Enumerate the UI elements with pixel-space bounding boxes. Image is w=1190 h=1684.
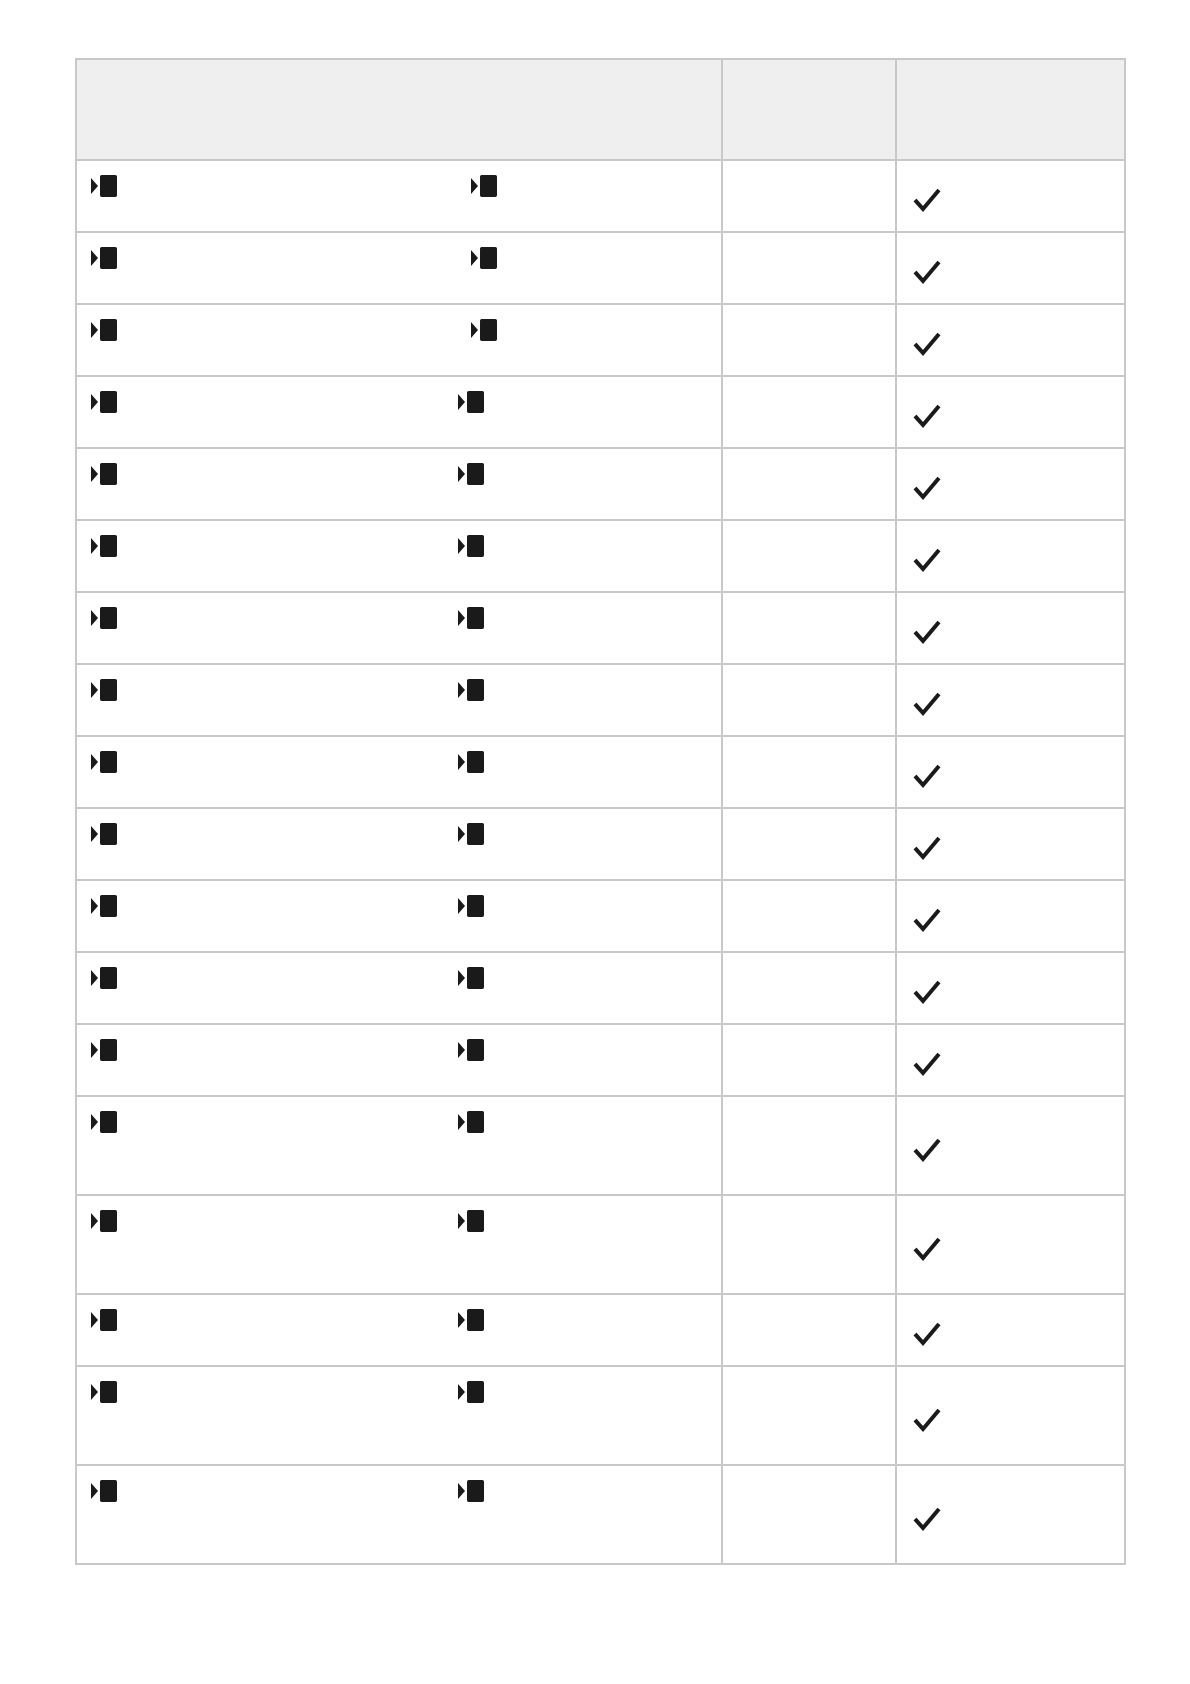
row-check-cell xyxy=(896,1294,1125,1366)
row-label-cell xyxy=(76,736,722,808)
play-square-icon xyxy=(458,1111,484,1133)
table-row xyxy=(76,1294,1125,1366)
row-check-cell xyxy=(896,448,1125,520)
row-label-cell xyxy=(76,1096,722,1195)
table-row xyxy=(76,520,1125,592)
row-value-cell xyxy=(722,1294,896,1366)
row-check-cell xyxy=(896,1195,1125,1294)
row-check-cell xyxy=(896,232,1125,304)
play-square-icon xyxy=(91,1480,117,1502)
row-label-cell xyxy=(76,1195,722,1294)
row-value-cell xyxy=(722,736,896,808)
row-label-cell xyxy=(76,1294,722,1366)
table-row xyxy=(76,160,1125,232)
row-label-cell xyxy=(76,880,722,952)
table-row xyxy=(76,1195,1125,1294)
row-check-cell xyxy=(896,304,1125,376)
play-square-icon xyxy=(458,535,484,557)
row-label-cell xyxy=(76,1366,722,1465)
row-label-cell xyxy=(76,160,722,232)
row-check-cell xyxy=(896,1096,1125,1195)
row-check-cell xyxy=(896,1465,1125,1564)
play-square-icon xyxy=(91,895,117,917)
checkmark-icon xyxy=(913,1051,941,1077)
play-square-icon xyxy=(91,679,117,701)
play-square-icon xyxy=(458,391,484,413)
table-row xyxy=(76,304,1125,376)
checkmark-icon xyxy=(913,1407,941,1433)
checkmark-icon xyxy=(913,907,941,933)
checkmark-icon xyxy=(913,187,941,213)
row-value-cell xyxy=(722,1366,896,1465)
play-square-icon xyxy=(458,751,484,773)
checkmark-icon xyxy=(913,1137,941,1163)
play-square-icon xyxy=(91,823,117,845)
row-value-cell xyxy=(722,520,896,592)
checkmark-icon xyxy=(913,475,941,501)
play-square-icon xyxy=(471,247,497,269)
row-label-cell xyxy=(76,520,722,592)
row-label-cell xyxy=(76,232,722,304)
row-check-cell xyxy=(896,664,1125,736)
row-label-cell xyxy=(76,448,722,520)
header-cell-2 xyxy=(722,59,896,160)
play-square-icon xyxy=(91,319,117,341)
play-square-icon xyxy=(458,1039,484,1061)
row-label-cell xyxy=(76,952,722,1024)
header-cell-1 xyxy=(76,59,722,160)
row-value-cell xyxy=(722,1465,896,1564)
row-label-cell xyxy=(76,304,722,376)
play-square-icon xyxy=(91,535,117,557)
row-value-cell xyxy=(722,664,896,736)
table-row xyxy=(76,592,1125,664)
row-check-cell xyxy=(896,952,1125,1024)
row-check-cell xyxy=(896,592,1125,664)
table-row xyxy=(76,232,1125,304)
checkmark-icon xyxy=(913,1236,941,1262)
row-value-cell xyxy=(722,1195,896,1294)
checkmark-icon xyxy=(913,331,941,357)
checkmark-icon xyxy=(913,403,941,429)
row-check-cell xyxy=(896,736,1125,808)
checkmark-icon xyxy=(913,763,941,789)
row-value-cell xyxy=(722,880,896,952)
play-square-icon xyxy=(471,175,497,197)
row-value-cell xyxy=(722,304,896,376)
play-square-icon xyxy=(458,607,484,629)
row-check-cell xyxy=(896,160,1125,232)
play-square-icon xyxy=(91,247,117,269)
table-row xyxy=(76,808,1125,880)
checkmark-icon xyxy=(913,835,941,861)
play-square-icon xyxy=(91,751,117,773)
play-square-icon xyxy=(458,463,484,485)
play-square-icon xyxy=(471,319,497,341)
row-label-cell xyxy=(76,1024,722,1096)
row-check-cell xyxy=(896,1366,1125,1465)
row-label-cell xyxy=(76,664,722,736)
play-square-icon xyxy=(91,1210,117,1232)
checkmark-icon xyxy=(913,691,941,717)
row-value-cell xyxy=(722,376,896,448)
row-check-cell xyxy=(896,880,1125,952)
checkmark-icon xyxy=(913,619,941,645)
table-row xyxy=(76,448,1125,520)
play-square-icon xyxy=(458,967,484,989)
row-check-cell xyxy=(896,808,1125,880)
play-square-icon xyxy=(91,175,117,197)
row-value-cell xyxy=(722,160,896,232)
play-square-icon xyxy=(458,895,484,917)
play-square-icon xyxy=(91,967,117,989)
table-header-row xyxy=(76,59,1125,160)
table-row xyxy=(76,1024,1125,1096)
row-value-cell xyxy=(722,448,896,520)
settings-table xyxy=(75,58,1126,1565)
table-row xyxy=(76,664,1125,736)
checkmark-icon xyxy=(913,547,941,573)
play-square-icon xyxy=(458,823,484,845)
play-square-icon xyxy=(91,463,117,485)
table-row xyxy=(76,952,1125,1024)
row-value-cell xyxy=(722,232,896,304)
row-check-cell xyxy=(896,520,1125,592)
play-square-icon xyxy=(91,1309,117,1331)
table-row xyxy=(76,1096,1125,1195)
checkmark-icon xyxy=(913,259,941,285)
row-value-cell xyxy=(722,592,896,664)
row-check-cell xyxy=(896,376,1125,448)
row-value-cell xyxy=(722,808,896,880)
row-label-cell xyxy=(76,808,722,880)
checkmark-icon xyxy=(913,1321,941,1347)
play-square-icon xyxy=(91,391,117,413)
play-square-icon xyxy=(91,1039,117,1061)
row-value-cell xyxy=(722,1024,896,1096)
row-check-cell xyxy=(896,1024,1125,1096)
play-square-icon xyxy=(458,1480,484,1502)
table-body xyxy=(76,160,1125,1564)
table-row xyxy=(76,1465,1125,1564)
row-value-cell xyxy=(722,1096,896,1195)
play-square-icon xyxy=(91,1381,117,1403)
play-square-icon xyxy=(458,679,484,701)
play-square-icon xyxy=(458,1210,484,1232)
row-value-cell xyxy=(722,952,896,1024)
play-square-icon xyxy=(458,1381,484,1403)
header-cell-3 xyxy=(896,59,1125,160)
checkmark-icon xyxy=(913,979,941,1005)
play-square-icon xyxy=(91,607,117,629)
play-square-icon xyxy=(458,1309,484,1331)
table-row xyxy=(76,376,1125,448)
table-row xyxy=(76,736,1125,808)
row-label-cell xyxy=(76,592,722,664)
table-row xyxy=(76,880,1125,952)
play-square-icon xyxy=(91,1111,117,1133)
row-label-cell xyxy=(76,1465,722,1564)
table-row xyxy=(76,1366,1125,1465)
checkmark-icon xyxy=(913,1506,941,1532)
row-label-cell xyxy=(76,376,722,448)
